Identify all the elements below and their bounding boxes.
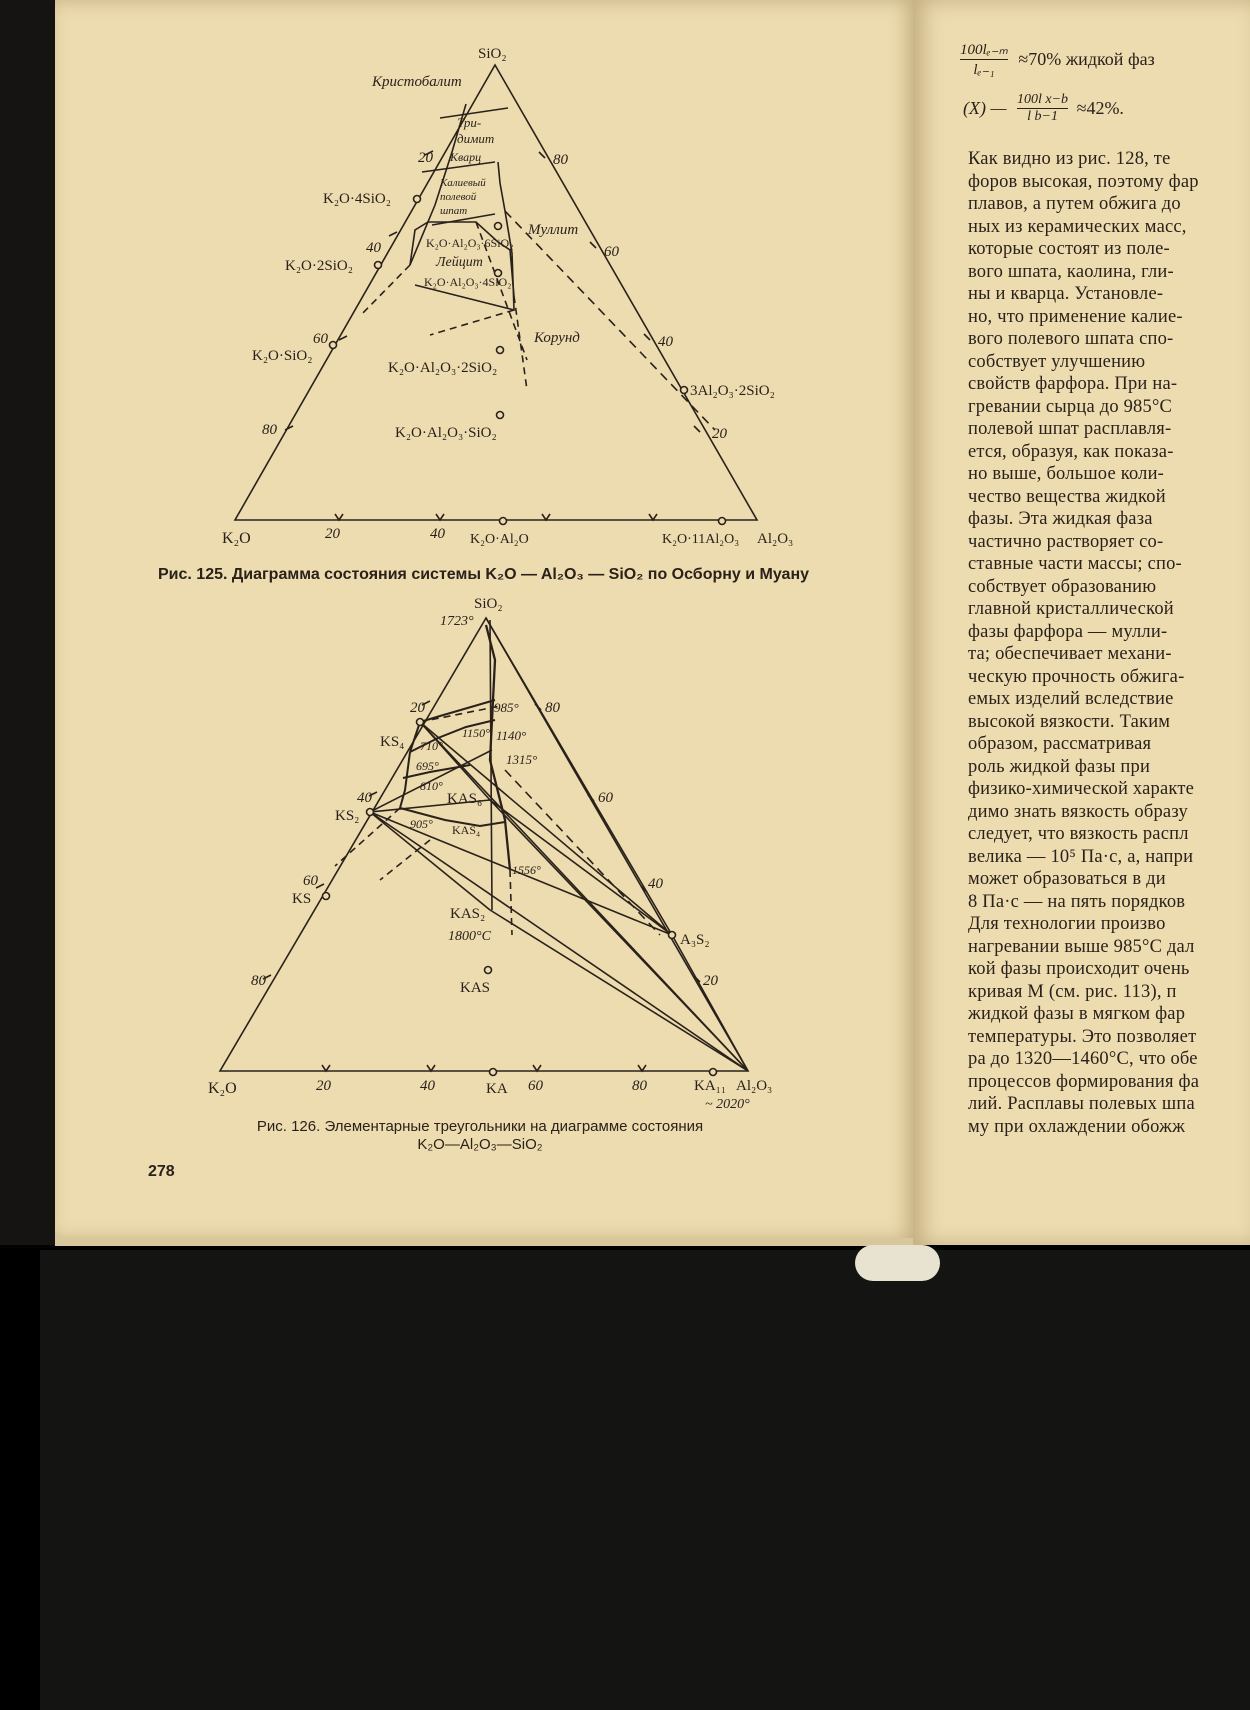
- body-line: кой фазы происходит очень: [968, 959, 1190, 979]
- fig125-vertex-left: K₂O: [222, 530, 251, 547]
- formula-2-rest: ≈42%.: [1076, 98, 1124, 118]
- figure-126-caption: [200, 1118, 760, 1154]
- formula-2: [963, 92, 1124, 125]
- fig125-field-label: Корунд: [534, 330, 580, 346]
- body-line: ра до 1320—1460°С, что обе: [968, 1049, 1198, 1069]
- fig126-bottom-tick: KA: [486, 1081, 508, 1097]
- fig126-right-tick: 40: [648, 876, 663, 892]
- fig125-field-label: димит: [457, 131, 495, 146]
- formula-2-denominator: l b−1: [1027, 109, 1058, 124]
- body-line: нагревании выше 985°С дал: [968, 936, 1195, 957]
- body-line: но, что применение калие-: [968, 306, 1183, 327]
- fig125-left-tick: 20: [418, 150, 433, 166]
- body-line: высокой вязкости. Таким: [968, 711, 1171, 732]
- fig125-left-tick: 60: [313, 331, 328, 347]
- body-line: чество вещества жидкой: [968, 486, 1166, 507]
- body-line: ставные части массы; спо-: [968, 554, 1182, 574]
- fig125-right-tick: 20: [712, 426, 727, 442]
- body-line: температуры. Это позволяет: [968, 1026, 1197, 1047]
- fig126-temp: 985°: [494, 700, 519, 715]
- page-number: 278: [148, 1163, 175, 1180]
- fig126-bottom-tick: 80: [632, 1078, 647, 1094]
- fig126-bottom-tick: 20: [316, 1078, 331, 1094]
- fig126-compound: KAS₆: [447, 791, 483, 807]
- body-line: ется, образуя, как показа-: [968, 441, 1174, 462]
- body-line: му при охлаждении обожж: [968, 1116, 1186, 1137]
- body-line: димо знать вязкость образу: [968, 801, 1188, 822]
- body-line: следует, что вязкость распл: [968, 824, 1189, 844]
- fig126-left-tick: 60: [303, 873, 318, 889]
- body-line: фазы. Эта жидкая фаза: [968, 509, 1153, 529]
- body-line: вого шпата, каолина, гли-: [968, 261, 1174, 282]
- fig125-right-tick: 60: [604, 244, 619, 260]
- book-cover-dark: [40, 1250, 1250, 1710]
- fig126-compound: KAS₄: [452, 823, 481, 837]
- figure-125-labels: [222, 46, 793, 547]
- fig126-compound: KS₂: [335, 808, 360, 824]
- formula-2-numerator: 100l x−b: [1017, 92, 1069, 107]
- fig125-field-label: Кристобалит: [372, 74, 462, 90]
- fig126-bottom-tick: KA₁₁: [694, 1078, 727, 1094]
- formula-2-lead: (X) —: [963, 98, 1007, 118]
- fig125-vertex-right: Al₂O₃: [757, 531, 794, 547]
- body-line: фазы фарфора — мулли-: [968, 621, 1168, 642]
- fig126-compound: KAS₂: [450, 906, 486, 922]
- fig125-compound: 3Al₂O₃·2SiO₂: [690, 383, 775, 399]
- fig126-vertex-top: SiO₂: [474, 596, 503, 612]
- body-line: жидкой фазы в мягком фар: [968, 1004, 1186, 1024]
- fig125-compound: K₂O·Al₂O₃·SiO₂: [395, 425, 497, 441]
- fig126-vertex-right: Al₂O₃: [736, 1078, 773, 1094]
- fig126-temp: 695°: [416, 759, 439, 773]
- fig125-left-tick: 80: [262, 422, 277, 438]
- figure-126-caption-line2: K₂O—Al₂O₃—SiO₂: [417, 1136, 543, 1153]
- body-line: полевой шпат расплавля-: [968, 419, 1172, 439]
- fig126-temp: 1140°: [496, 728, 527, 743]
- formula-1: [960, 40, 1155, 79]
- body-line: процессов формирования фа: [968, 1071, 1200, 1092]
- fig126-temp: 1150°: [462, 726, 490, 740]
- fig126-right-tick: 60: [598, 790, 613, 806]
- body-line: образом, рассматривая: [968, 734, 1152, 754]
- fig125-bottom-tick: K₂O·11Al₂O₃: [662, 532, 740, 547]
- body-line: плавов, а путем обжига до: [968, 194, 1181, 214]
- body-line: которые состоят из поле-: [968, 239, 1170, 259]
- body-line: Для технологии произво: [968, 914, 1166, 934]
- fig126-temp: 1556°: [512, 863, 541, 877]
- fig126-temp: 810°: [420, 779, 443, 793]
- body-line: ных из керамических масс,: [968, 216, 1187, 237]
- fig125-right-tick: 40: [658, 334, 673, 350]
- fig125-compound: K₂O·SiO₂: [252, 348, 313, 364]
- body-line: велика — 10⁵ Па·с, а, напри: [968, 846, 1194, 867]
- fig126-left-tick: 40: [357, 790, 372, 806]
- body-line: собствует улучшению: [968, 351, 1146, 372]
- fig125-compound: K₂O·Al₂O₃·2SiO₂: [388, 360, 498, 376]
- formula-1-rest: ≈70% жидкой фаз: [1018, 49, 1155, 69]
- fig125-vertex-top: SiO₂: [478, 46, 507, 62]
- fig126-right-temp: ~ 2020°: [705, 1097, 750, 1112]
- figure-125-caption: Рис. 125. Диаграмма состояния системы K₂O — Al₂O₃ — SiO₂ по Осборну и Муану: [158, 566, 809, 583]
- figure-126-caption-line1: Рис. 126. Элементарные треугольники на диаграмме состояния: [256, 1118, 704, 1135]
- body-line: ны и кварца. Установле-: [968, 284, 1164, 304]
- fig125-bottom-tick: 40: [430, 526, 445, 542]
- fig126-left-tick: 20: [410, 700, 425, 716]
- body-line: Как видно из рис. 128, те: [968, 149, 1171, 169]
- fig126-right-tick: 20: [703, 973, 718, 989]
- fig126-compound: KS₄: [380, 734, 405, 750]
- fig126-compound: A₃S₂: [680, 932, 710, 948]
- fig126-temp: 1800°C: [448, 929, 491, 944]
- body-line: форов высокая, поэтому фар: [968, 171, 1199, 192]
- binding-thread: [855, 1245, 940, 1281]
- fig125-field-label: Калиевый: [440, 177, 486, 189]
- fig126-bottom-tick: 40: [420, 1078, 435, 1094]
- body-line: 8 Па·с — на пять порядков: [968, 891, 1186, 912]
- fig125-bottom-tick: K₂O·Al₂O: [470, 532, 529, 547]
- body-line: но выше, большое коли-: [968, 464, 1165, 484]
- fig126-temp: 1315°: [506, 752, 538, 767]
- fig126-compound: KS: [292, 891, 312, 907]
- figure-125: [235, 65, 757, 525]
- fig125-left-tick: 40: [366, 240, 381, 256]
- body-line: свойств фарфора. При на-: [968, 374, 1178, 394]
- formula-1-numerator: 100lₑ₋ₘ: [960, 42, 1008, 58]
- body-line: емых изделий вследствие: [968, 689, 1174, 709]
- formula-1-denominator: lₑ₋₁: [973, 62, 995, 78]
- figure-126: [220, 618, 748, 1076]
- body-line: кривая М (см. рис. 113), п: [968, 981, 1177, 1002]
- fig126-left-tick: 80: [251, 973, 266, 989]
- ternary-triangle-125: [235, 65, 757, 520]
- fig126-right-tick: 80: [545, 700, 560, 716]
- fig125-field-label: K₂O·Al₂O₃·6SiO₂: [426, 236, 514, 250]
- fig125-field-label: шпат: [440, 205, 468, 217]
- fig126-vertex-left: K₂O: [208, 1080, 237, 1097]
- ternary-triangle-126: [220, 618, 748, 1071]
- body-line: та; обеспечивает механи-: [968, 644, 1172, 664]
- body-line: вого полевого шпата спо-: [968, 329, 1174, 349]
- body-line: лий. Расплавы полевых шпа: [968, 1094, 1195, 1114]
- right-page-body: [968, 148, 1250, 1138]
- fig125-field-label: Муллит: [528, 222, 579, 238]
- fig125-compound: K₂O·4SiO₂: [323, 191, 391, 207]
- fig126-temp: 710°: [420, 739, 443, 753]
- fig125-field-label: полевой: [440, 191, 477, 203]
- fig126-top-temp: 1723°: [440, 614, 474, 629]
- body-line: гревании сырца до 985°С: [968, 396, 1173, 417]
- body-line: ческую прочность обжига-: [968, 666, 1185, 687]
- fig125-bottom-tick: 20: [325, 526, 340, 542]
- fig125-right-tick: 80: [553, 152, 568, 168]
- fig125-compound: K₂O·2SiO₂: [285, 258, 353, 274]
- fig126-bottom-tick: 60: [528, 1078, 543, 1094]
- fig125-field-label: Три-: [457, 115, 482, 130]
- fig126-compound: KAS: [460, 980, 491, 996]
- body-line: физико-химической характе: [968, 779, 1195, 799]
- body-line: собствует образованию: [968, 576, 1157, 597]
- fig125-field-label: Кварц: [450, 150, 482, 164]
- body-line: главной кристаллической: [968, 599, 1174, 619]
- body-line: частично растворяет со-: [968, 531, 1164, 552]
- body-line: может образоваться в ди: [968, 869, 1166, 889]
- fig125-field-label: K₂O·Al₂O₃·4SiO₂: [424, 275, 512, 289]
- body-line: роль жидкой фазы при: [968, 756, 1151, 777]
- fig125-field-label: Лейцит: [436, 255, 483, 270]
- fig126-temp: 905°: [410, 817, 433, 831]
